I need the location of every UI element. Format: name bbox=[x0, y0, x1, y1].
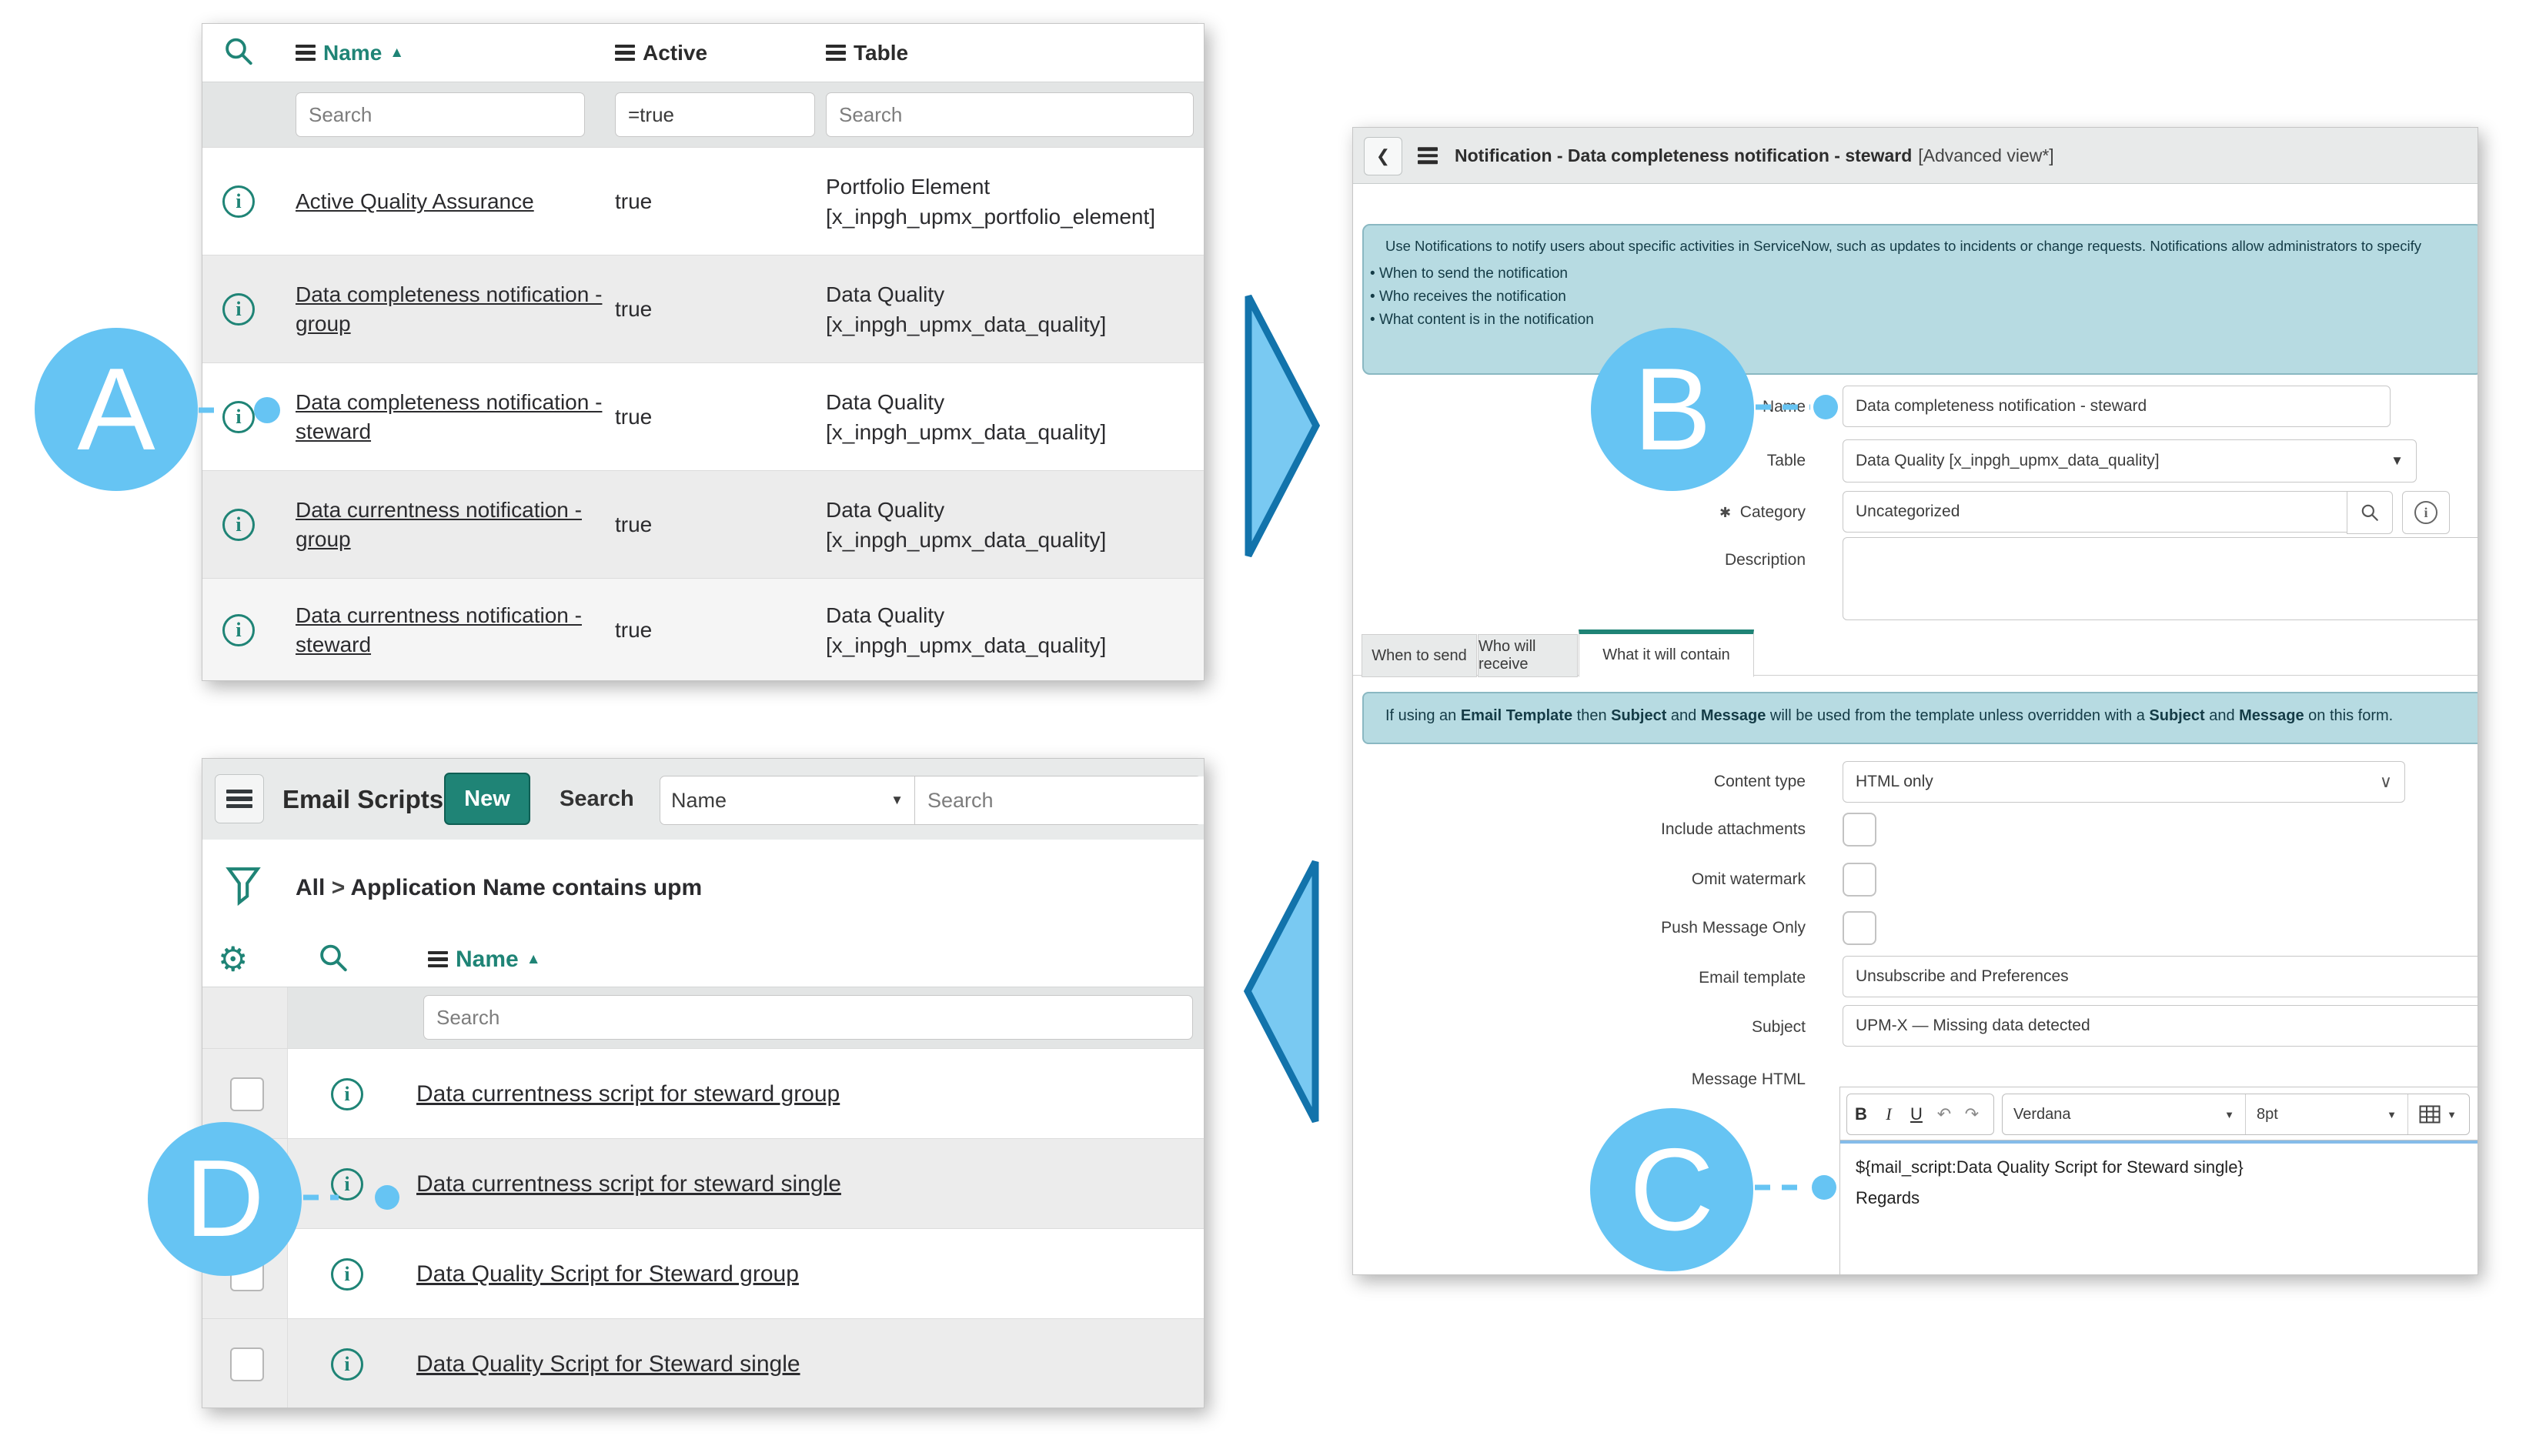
form-title bbox=[1455, 128, 2054, 183]
email-template-note-text: If using an Email Template then Subject and Message will be used from the template unless overridden with a Subject and Message on this form. bbox=[1385, 707, 2394, 724]
record-link[interactable]: Active Quality Assurance bbox=[296, 189, 534, 213]
table-row[interactable] bbox=[202, 147, 1204, 255]
info-icon[interactable]: i bbox=[222, 185, 255, 218]
new-button[interactable]: New bbox=[444, 773, 530, 825]
category-field-label bbox=[1621, 503, 1806, 522]
name-filter-input[interactable] bbox=[423, 995, 1193, 1040]
table-filter-input[interactable] bbox=[826, 92, 1194, 137]
font-size-dropdown[interactable] bbox=[2245, 1094, 2407, 1134]
dropdown-icon: ▼ bbox=[2391, 453, 2404, 468]
column-menu-icon[interactable] bbox=[428, 948, 448, 971]
breadcrumb-all-link[interactable]: All bbox=[296, 875, 326, 900]
notification-help-box bbox=[1362, 224, 2478, 375]
callout-b-badge: B bbox=[1591, 328, 1754, 491]
back-button[interactable]: ❮ bbox=[1364, 137, 1402, 175]
list-item-highlighted[interactable] bbox=[202, 1138, 1204, 1229]
table-label: Portfolio Element bbox=[826, 175, 991, 199]
column-menu-icon[interactable] bbox=[615, 42, 635, 65]
column-menu-icon[interactable] bbox=[296, 42, 316, 65]
callout-d-badge: D bbox=[148, 1122, 302, 1276]
active-value: true bbox=[615, 405, 653, 429]
help-intro-text: Use Notifications to notify users about specific activities in ServiceNow, such as updates to incidents or change requests. Notifications allow administrators to specify bbox=[1385, 238, 2422, 254]
form-title-view: [Advanced view*] bbox=[1918, 145, 2054, 165]
record-link[interactable]: Data completeness notification - group bbox=[296, 282, 603, 336]
table-cell bbox=[826, 495, 1195, 555]
description-field[interactable] bbox=[1843, 537, 2478, 620]
filter-icon[interactable] bbox=[224, 866, 262, 911]
active-value: true bbox=[615, 617, 653, 642]
record-link[interactable]: Data currentness notification - steward bbox=[296, 603, 582, 656]
info-icon[interactable]: i bbox=[331, 1168, 363, 1201]
search-icon[interactable] bbox=[222, 35, 255, 71]
list-item[interactable] bbox=[202, 1228, 1204, 1319]
table-select-value: Data Quality [x_inpgh_upmx_data_quality] bbox=[1856, 452, 2160, 469]
help-bullet-text: When to send the notification bbox=[1378, 265, 1568, 282]
active-filter-input[interactable] bbox=[615, 92, 815, 137]
table-row[interactable] bbox=[202, 255, 1204, 363]
table-label: Data Quality bbox=[826, 498, 945, 522]
record-link[interactable]: Data currentness notification - group bbox=[296, 498, 582, 551]
content-type-value: HTML only bbox=[1856, 773, 1933, 790]
category-info-button[interactable] bbox=[2402, 491, 2450, 534]
chevron-down-icon: ∨ bbox=[2379, 772, 2392, 791]
table-cell bbox=[826, 600, 1195, 660]
help-bullet bbox=[1370, 289, 1566, 306]
table-label: Data Quality bbox=[826, 390, 945, 414]
bold-button[interactable]: B bbox=[1855, 1104, 1867, 1124]
email-scripts-column-header-row bbox=[202, 932, 1204, 987]
active-value: true bbox=[615, 513, 653, 536]
search-field-value: Name bbox=[671, 788, 727, 812]
push-message-only-checkbox[interactable] bbox=[1843, 911, 1876, 945]
email-scripts-panel bbox=[202, 758, 1205, 1408]
required-icon: ✱ bbox=[1719, 505, 1732, 520]
message-html-editor bbox=[1839, 1087, 2478, 1275]
help-bullet bbox=[1370, 312, 1594, 329]
active-value: true bbox=[615, 297, 653, 321]
bullet-icon: • bbox=[1370, 265, 1375, 282]
font-size-value: 8pt bbox=[2257, 1105, 2278, 1123]
list-item[interactable] bbox=[202, 1318, 1204, 1408]
notifications-filter-row bbox=[202, 82, 1204, 149]
breadcrumb-separator: > bbox=[331, 875, 346, 900]
undo-icon[interactable]: ↶ bbox=[1936, 1104, 1952, 1124]
message-html-body[interactable] bbox=[1840, 1140, 2478, 1275]
dropdown-icon: ▼ bbox=[2447, 1108, 2457, 1120]
sort-asc-icon: ▲ bbox=[526, 950, 541, 967]
message-html-label: Message HTML bbox=[1691, 1070, 1806, 1088]
content-type-select[interactable] bbox=[1843, 761, 2405, 803]
callout-c-badge: C bbox=[1590, 1108, 1753, 1271]
column-header-name[interactable] bbox=[428, 947, 541, 973]
list-menu-button[interactable] bbox=[215, 774, 264, 823]
column-header-table[interactable] bbox=[826, 41, 908, 65]
info-icon[interactable]: i bbox=[331, 1348, 363, 1381]
row-checkbox[interactable] bbox=[230, 1077, 264, 1111]
table-row[interactable] bbox=[202, 578, 1204, 681]
table-field-label: Table bbox=[1766, 452, 1806, 469]
table-icon bbox=[2419, 1105, 2441, 1124]
table-insert-dropdown[interactable] bbox=[2407, 1094, 2468, 1134]
table-row-highlighted[interactable] bbox=[202, 362, 1204, 471]
tab-who-will-receive[interactable]: Who will receive bbox=[1478, 634, 1578, 677]
table-label: Data Quality bbox=[826, 282, 945, 306]
table-label: Data Quality bbox=[826, 603, 945, 627]
description-field-label: Description bbox=[1724, 551, 1806, 569]
search-combo bbox=[660, 776, 1201, 825]
email-scripts-header-bar bbox=[202, 759, 1204, 840]
email-scripts-filter-row bbox=[202, 987, 1204, 1050]
record-link[interactable]: Data currentness script for steward single bbox=[416, 1170, 841, 1197]
editor-focus-bar bbox=[1840, 1140, 2478, 1144]
filter-breadcrumb-row bbox=[202, 840, 1204, 932]
name-field-label: Name bbox=[1762, 398, 1806, 416]
record-link[interactable]: Data currentness script for steward group bbox=[416, 1080, 840, 1107]
mail-script-token: ${mail_script:Data Quality Script for Steward single} bbox=[1856, 1157, 2244, 1177]
dropdown-icon: ▼ bbox=[2387, 1108, 2397, 1120]
notifications-list-panel bbox=[202, 23, 1205, 681]
subject-label: Subject bbox=[1751, 1018, 1806, 1036]
table-code: [x_inpgh_upmx_portfolio_element] bbox=[826, 205, 1156, 229]
bullet-icon: • bbox=[1370, 289, 1375, 305]
column-menu-icon[interactable] bbox=[826, 42, 846, 65]
search-field-dropdown[interactable] bbox=[660, 776, 915, 824]
push-message-only-label: Push Message Only bbox=[1661, 919, 1806, 937]
omit-watermark-label: Omit watermark bbox=[1691, 870, 1806, 888]
help-bullet-text: Who receives the notification bbox=[1378, 289, 1566, 305]
table-cell bbox=[826, 279, 1195, 339]
category-field[interactable] bbox=[1843, 491, 2347, 533]
font-family-dropdown[interactable] bbox=[2003, 1094, 2245, 1134]
email-template-note-box bbox=[1362, 692, 2478, 744]
list-search-input[interactable] bbox=[915, 776, 1205, 824]
search-icon[interactable] bbox=[317, 941, 349, 977]
context-menu-icon[interactable] bbox=[1418, 144, 1438, 167]
table-code: [x_inpgh_upmx_data_quality] bbox=[826, 528, 1107, 552]
record-link[interactable]: Data completeness notification - steward bbox=[296, 390, 603, 443]
tab-when-to-send[interactable]: When to send bbox=[1362, 634, 1477, 677]
sort-asc-icon: ▲ bbox=[389, 44, 405, 61]
dropdown-icon: ▼ bbox=[2224, 1108, 2234, 1120]
table-code: [x_inpgh_upmx_data_quality] bbox=[826, 420, 1107, 444]
column-header-name[interactable] bbox=[296, 41, 404, 65]
notifications-list-header-row bbox=[202, 24, 1204, 82]
info-icon[interactable]: i bbox=[222, 509, 255, 541]
flow-arrow-left bbox=[1248, 862, 1315, 1121]
help-bullet-text: What content is in the notification bbox=[1378, 312, 1594, 328]
row-checkbox[interactable] bbox=[230, 1347, 264, 1381]
redo-icon[interactable]: ↷ bbox=[1964, 1104, 1980, 1124]
category-lookup-button[interactable] bbox=[2347, 491, 2393, 534]
table-select[interactable] bbox=[1843, 439, 2417, 483]
column-header-table-label: Table bbox=[854, 40, 909, 65]
search-label: Search bbox=[560, 786, 634, 811]
column-header-active[interactable] bbox=[615, 41, 707, 65]
tab-what-it-will-contain[interactable]: What it will contain bbox=[1579, 629, 1754, 677]
form-header-bar bbox=[1353, 128, 2478, 184]
email-template-field[interactable] bbox=[1843, 956, 2478, 997]
email-template-label: Email template bbox=[1699, 969, 1806, 987]
active-value: true bbox=[615, 189, 653, 213]
table-code: [x_inpgh_upmx_data_quality] bbox=[826, 312, 1107, 336]
name-field[interactable] bbox=[1843, 386, 2391, 427]
help-bullet bbox=[1370, 265, 1568, 282]
checkbox-column-strip bbox=[202, 987, 288, 1049]
column-header-name-label: Name bbox=[323, 40, 383, 65]
info-icon: i bbox=[2414, 501, 2437, 524]
subject-field[interactable] bbox=[1843, 1005, 2478, 1047]
form-title-main: Notification - Data completeness notification - steward bbox=[1455, 145, 1913, 165]
content-type-label: Content type bbox=[1713, 773, 1806, 790]
info-icon[interactable]: i bbox=[331, 1258, 363, 1291]
editor-format-group bbox=[1846, 1094, 1994, 1135]
notification-form-panel bbox=[1352, 127, 2478, 1275]
table-code: [x_inpgh_upmx_data_quality] bbox=[826, 633, 1107, 657]
info-icon[interactable]: i bbox=[222, 614, 255, 646]
editor-font-group bbox=[2002, 1094, 2470, 1135]
include-attachments-checkbox[interactable] bbox=[1843, 813, 1876, 847]
dropdown-icon: ▼ bbox=[890, 793, 904, 807]
callout-a-badge: A bbox=[35, 328, 198, 491]
table-cell bbox=[826, 172, 1195, 232]
flow-arrow-right bbox=[1248, 296, 1316, 556]
info-icon[interactable]: i bbox=[222, 401, 255, 433]
name-filter-input[interactable] bbox=[296, 92, 585, 137]
info-icon[interactable]: i bbox=[222, 293, 255, 326]
list-item[interactable] bbox=[202, 1048, 1204, 1139]
bullet-icon: • bbox=[1370, 312, 1375, 328]
record-link[interactable]: Data Quality Script for Steward group bbox=[416, 1261, 799, 1287]
category-label-text: Category bbox=[1739, 503, 1806, 521]
font-family-value: Verdana bbox=[2013, 1105, 2071, 1123]
page-title: Email Scripts bbox=[282, 784, 444, 813]
italic-button[interactable]: I bbox=[1886, 1104, 1892, 1124]
table-cell bbox=[826, 387, 1195, 447]
column-header-name-label: Name bbox=[456, 946, 519, 972]
include-attachments-label: Include attachments bbox=[1661, 820, 1806, 838]
record-link[interactable]: Data Quality Script for Steward single bbox=[416, 1351, 800, 1377]
omit-watermark-checkbox[interactable] bbox=[1843, 863, 1876, 897]
underline-button[interactable]: U bbox=[1910, 1104, 1923, 1124]
info-icon[interactable]: i bbox=[331, 1078, 363, 1110]
table-row[interactable] bbox=[202, 470, 1204, 579]
breadcrumb bbox=[296, 875, 702, 901]
breadcrumb-filter-link[interactable]: Application Name contains upm bbox=[350, 875, 703, 900]
hamburger-icon bbox=[226, 786, 252, 812]
gear-icon[interactable]: ⚙ bbox=[218, 940, 249, 978]
message-signoff: Regards bbox=[1856, 1188, 1920, 1207]
column-header-active-label: Active bbox=[643, 40, 708, 65]
